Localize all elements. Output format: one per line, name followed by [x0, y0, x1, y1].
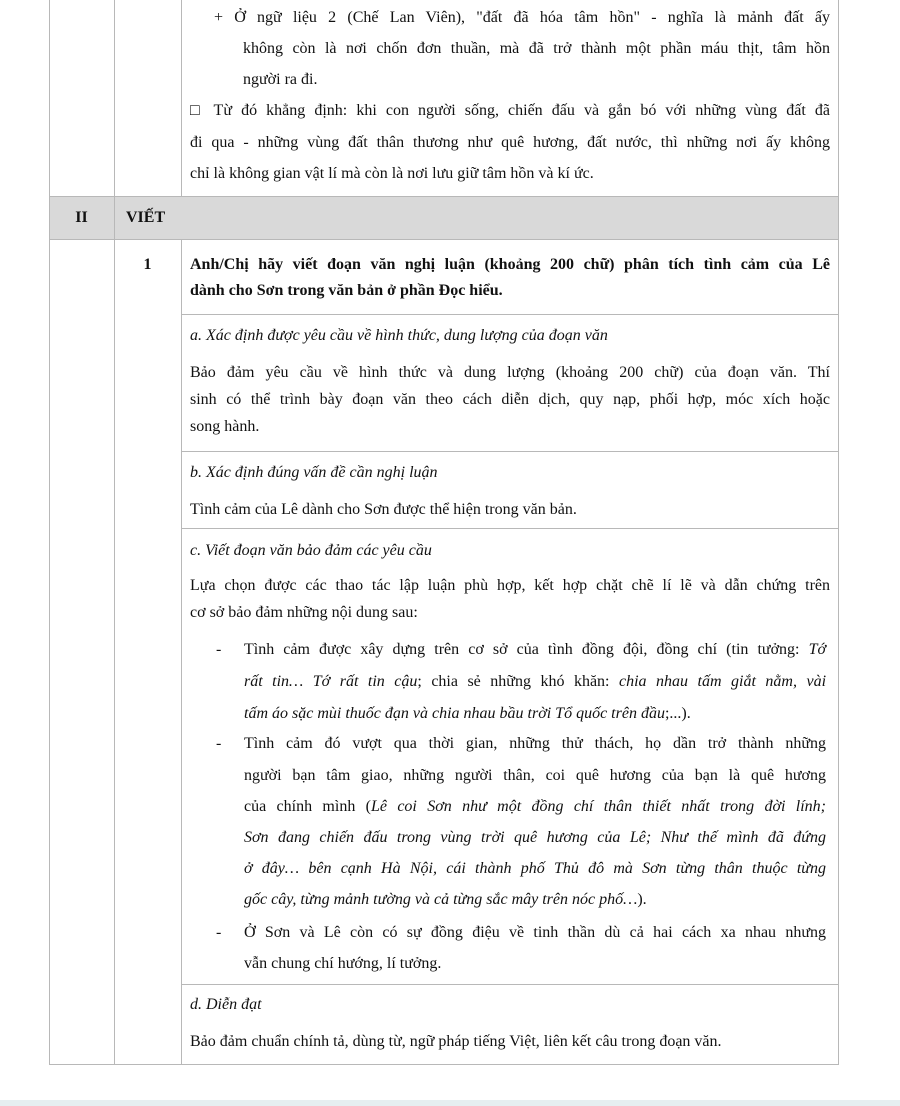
bullet-line: Tình cảm đó vượt qua thời gian, những thử thách, họ dần trở thành những: [244, 735, 826, 752]
part-a-text: Bảo đảm yêu cầu về hình thức và dung lượng (khoảng 200 chữ) của đoạn văn. Thí: [190, 364, 830, 381]
table-border-right: [838, 0, 839, 1064]
part-b-text: Tình cảm của Lê dành cho Sơn được thể hiện trong văn bản.: [190, 501, 577, 518]
part-c-text: Lựa chọn được các thao tác lập luận phù hợp, kết hợp chặt chẽ lí lẽ và dẫn chứng trên: [190, 577, 830, 594]
row-divider: [181, 528, 839, 529]
section-number: II: [75, 209, 88, 226]
conclusion-line: □ Từ đó khẳng định: khi con người sống, chiến đấu và gắn bó với những vùng đất đã: [190, 102, 830, 119]
part-d-text: Bảo đảm chuẩn chính tả, dùng từ, ngữ pháp tiếng Việt, liên kết câu trong đoạn văn.: [190, 1033, 722, 1050]
row-divider: [181, 984, 839, 985]
bullet-line: của chính mình (Lê coi Sơn như một đồng chí thân thiết nhất trong đời lính;: [244, 798, 827, 815]
table-border-left: [49, 0, 50, 1064]
bullet-line: vẫn chung chí hướng, lí tưởng.: [244, 955, 442, 972]
bullet-line: Ở Sơn và Lê còn có sự đồng điệu về tinh thần dù cả hai cách xa nhau nhưng: [244, 924, 826, 941]
part-c-text: cơ sở bảo đảm những nội dung sau:: [190, 604, 418, 621]
part-b-heading: b. Xác định đúng vấn đề cần nghị luận: [190, 464, 438, 481]
table-border-col2-top: [181, 0, 182, 196]
bullet-line: rất tin… Tớ rất tin cậu; chia sẻ những khó khăn: chia nhau tấm giắt nằm, vài: [244, 673, 827, 690]
table-border-col1: [114, 0, 115, 1064]
question-text: Anh/Chị hãy viết đoạn văn nghị luận (khoảng 200 chữ) phân tích tình cảm của Lê: [190, 256, 830, 273]
plus-line: người ra đi.: [243, 71, 318, 88]
part-a-text: song hành.: [190, 418, 260, 435]
question-text: dành cho Sơn trong văn bản ở phần Đọc hiểu.: [190, 282, 503, 299]
row-divider: [181, 451, 839, 452]
bullet-line: gốc cây, từng mảnh tường và cả từng sắc mây trên nóc phố…).: [244, 891, 647, 908]
bullet-line: tấm áo sặc mùi thuốc đạn và chia nhau bầu trời Tổ quốc trên đầu;...).: [244, 705, 691, 722]
table-border-bottom: [49, 1064, 839, 1065]
dash-marker: -: [216, 641, 222, 658]
question-number: 1: [143, 256, 152, 273]
section-title: VIẾT: [126, 209, 166, 226]
dash-marker: -: [216, 924, 222, 941]
part-a-heading: a. Xác định được yêu cầu về hình thức, dung lượng của đoạn văn: [190, 327, 608, 344]
table-border-col2-bottom: [181, 239, 182, 1064]
bullet-line: ở đây… bên cạnh Hà Nội, cái thành phố Thủ đô mà Sơn từng thân thuộc từng: [244, 860, 826, 877]
row-divider: [49, 196, 839, 197]
conclusion-line: đi qua - những vùng đất thân thương như quê hương, đất nước, thì những nơi ấy không: [190, 134, 830, 151]
bullet-line: Tình cảm được xây dựng trên cơ sở của tình đồng đội, đồng chí (tin tưởng: Tớ: [244, 641, 826, 658]
part-a-text: sinh có thể trình bày đoạn văn theo cách diễn dịch, quy nạp, phối hợp, móc xích hoặc: [190, 391, 830, 408]
page-bottom-edge: [0, 1100, 900, 1106]
conclusion-line: chỉ là không gian vật lí mà còn là nơi lưu giữ tâm hồn và kí ức.: [190, 165, 594, 182]
plus-line: không còn là nơi chốn đơn thuần, mà đã trở thành một phần máu thịt, tâm hồn: [243, 40, 830, 57]
bullet-line: Sơn đang chiến đấu trong vùng trời quê hương của Lê; Như thế mình đã đứng: [244, 829, 826, 846]
bullet-line: người bạn tâm giao, những người thân, coi quê hương của bạn là quê hương: [244, 767, 826, 784]
row-divider: [181, 314, 839, 315]
plus-line: + Ở ngữ liệu 2 (Chế Lan Viên), "đất đã hóa tâm hồn" - nghĩa là mảnh đất ấy: [214, 9, 830, 26]
section-header-row: [49, 196, 839, 239]
part-d-heading: d. Diễn đạt: [190, 996, 262, 1013]
row-divider: [49, 239, 839, 240]
part-c-heading: c. Viết đoạn văn bảo đảm các yêu cầu: [190, 542, 432, 559]
dash-marker: -: [216, 735, 222, 752]
